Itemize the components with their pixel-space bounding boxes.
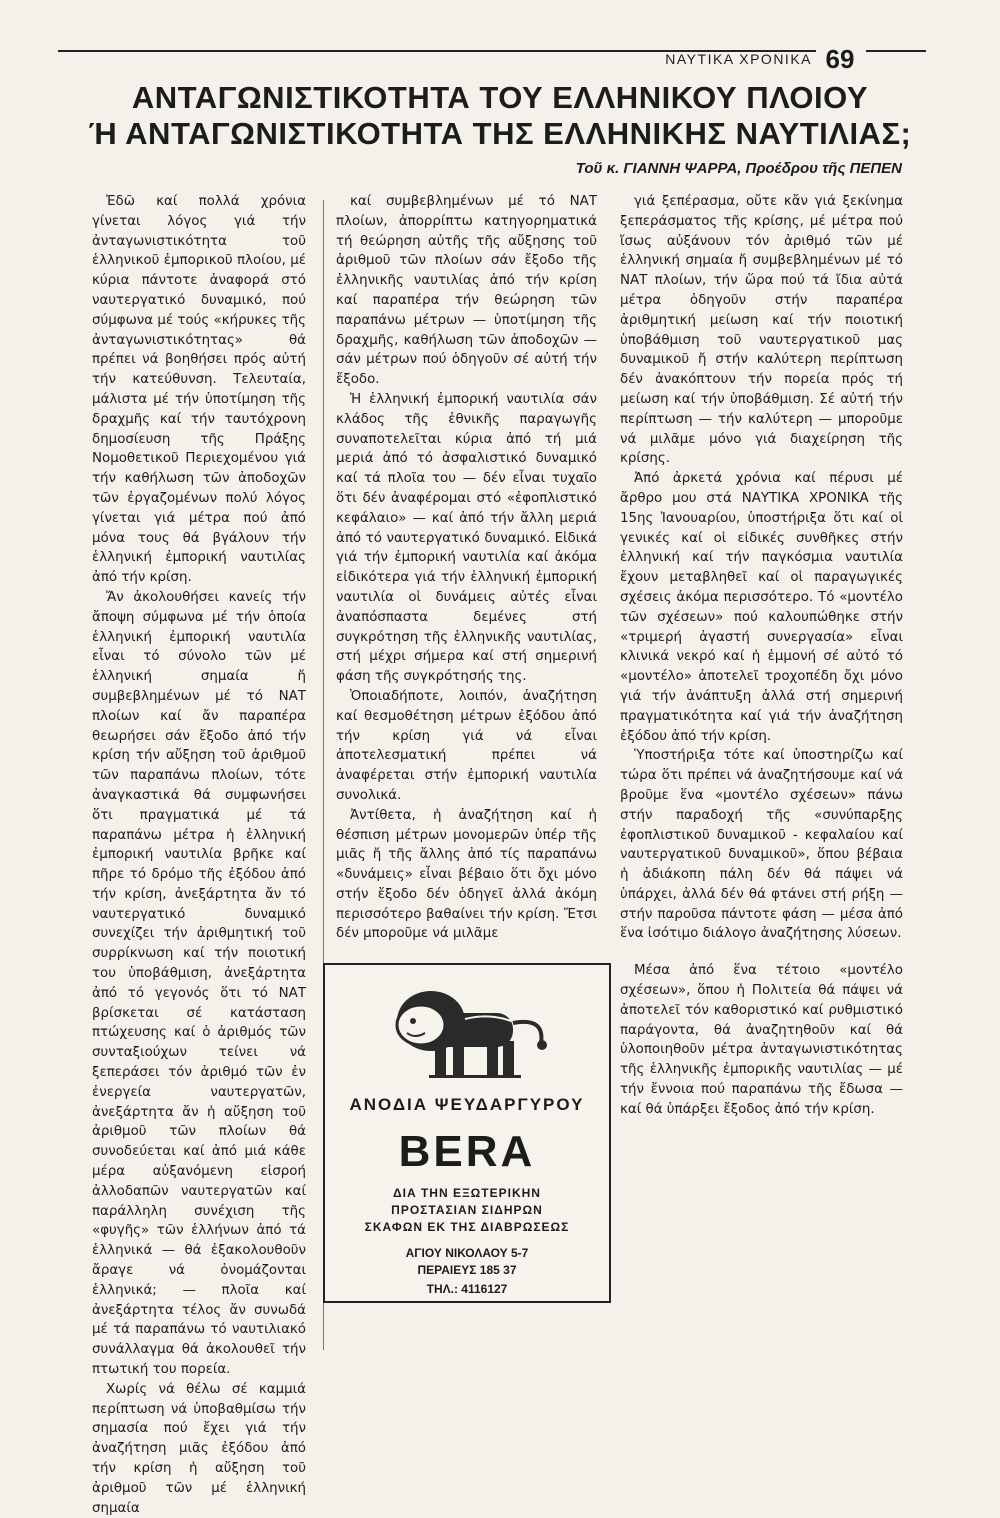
header-rule-right (866, 50, 926, 52)
ad-desc-line: ΣΚΑΦΩΝ ΕΚ ΤΗΣ ΔΙΑΒΡΩΣΕΩΣ (364, 1220, 570, 1234)
column-3 (620, 192, 903, 1322)
ad-address-line: ΠΕΡΑΙΕΥΣ 185 37 (417, 1263, 517, 1277)
paragraph: καί συμβεβλημένων μέ τό ΝΑΤ πλοίων, ἀπορρίπτω κατηγορηματικά τή θεώρηση αὐτῆς τῆς αὔξησης τοῦ ἀριθμοῦ τῶν πλοίων σάν ἔξοδο τῆς ἑλληνικῆς ναυτιλίας ἀπό τήν κρίση καί παραπέρα τήν θεώρηση τῶν παραπάνω μέτρων — ὑποτίμηση τῆς δραχμῆς, καθήλωση τῶν ἀποδοχῶν — σάν μέτρων πού ὁδηγοῦν σέ αὐτή τήν ἔξοδο. (336, 194, 597, 388)
paragraph: Μέσα ἀπό ἕνα τέτοιο «μοντέλο σχέσεων», ὅπου ἡ Πολιτεία θά πάψει νά ἀποτελεῖ τόν καθοριστικό καί ρυθμιστικό παράγοντα, θά ἀναζητηθοῦν καί θά ὑλοποιηθοῦν μέτρα ἀνταγωνιστικότητας τῆς ἑλληνικῆς ἐμπορικῆς ναυτιλίας — μέ τήν ἔννοια πού παραπάνω τῆς ἔδωσα — καί θά ὑπάρξει ἔξοδος ἀπό τήν κρίση. (620, 963, 903, 1117)
column-1 (92, 192, 306, 1516)
article-title (60, 80, 940, 152)
ad-desc-line: ΔΙΑ ΤΗΝ ΕΞΩΤΕΡΙΚΗΝ (393, 1186, 541, 1200)
ad-desc-line: ΠΡΟΣΤΑΣΙΑΝ ΣΙΔΗΡΩΝ (391, 1203, 543, 1217)
paragraph: Ὁποιαδήποτε, λοιπόν, ἀναζήτηση καί θεσμοθέτηση μέτρων ἐξόδου ἀπό τήν κρίση γιά νά εἶναι ἀποτελεσματική πρέπει νά ἀναφέρεται στήν ἐμπορική ναυτιλία συνολικά. (336, 688, 597, 803)
ad-address (325, 1245, 609, 1279)
bera-advertisement (323, 963, 611, 1303)
title-line-1: ΑΝΤΑΓΩΝΙΣΤΙΚΟΤΗΤΑ ΤΟΥ ΕΛΛΗΝΙΚΟΥ ΠΛΟΙΟΥ (131, 80, 869, 115)
ad-brand-logo: BERA (398, 1127, 536, 1176)
ad-description (325, 1185, 609, 1236)
running-head: ΝΑΥΤΙΚΑ ΧΡΟΝΙΚΑ (665, 51, 812, 67)
paragraph: Ἐδῶ καί πολλά χρόνια γίνεται λόγος γιά τήν ἀνταγωνιστικότητα τοῦ ἑλληνικοῦ ἐμπορικοῦ πλοίου, μέ κύρια πάντοτε ἀναφορά στό ναυτεργατικό δυναμικό, πού σύμφωνα μέ τούς «κήρυκες τῆς ἀνταγωνιστικότητας» θά πρέπει νά βοηθήσει πρός αὐτή τήν κατεύθυνση. Τελευταία, μάλιστα μέ τήν ὑποτίμηση τῆς δραχμῆς καί τήν ταυτόχρονη δημοσίευση τῆς Πράξης Νομοθετικοῦ Περιεχομένου γιά τήν καθήλωση τῶν ἀποδοχῶν τῶν ἐργαζομένων πολύ λόγος γίνεται γιά μέτρα πού ἀπό μόνα τους θά βγάλουν τήν ἑλληνική ἐμπορική ναυτιλίας ἀπό τήν κρίση. (92, 194, 306, 586)
ad-address-line: ΑΓΙΟΥ ΝΙΚΟΛΑΟΥ 5-7 (405, 1246, 529, 1260)
paragraph: Χωρίς νά θέλω σέ καμμιά περίπτωση νά ὑποβαθμίσω τήν σημασία πού ἔχει γιά τήν ἀναζήτηση μιᾶς ἐξόδου ἀπό τήν κρίση ἡ αὔξηση τοῦ ἀριθμοῦ τῶν μέ ἑλληνική σημαία (92, 1381, 306, 1516)
page-number: 69 (825, 44, 855, 74)
ad-product-line: ΑΝΟΔΙΑ ΨΕΥΔΑΡΓΥΡΟΥ (349, 1095, 585, 1114)
lion-icon (369, 973, 569, 1085)
paragraph: γιά ξεπέρασμα, οὔτε κἄν γιά ξεκίνημα ξεπεράσματος τῆς κρίσης, μέ μέτρα πού ἴσως αὐξάνουν τόν ἀριθμό τῶν μέ ἑλληνική σημαία ἤ συμβεβλημένων μέ τό ΝΑΤ πλοίων, τήν ὥρα πού τά ἴδια αὐτά μέτρα ὁδηγοῦν στήν παραπέρα ἀριθμητική μείωση καί τήν ποιοτική ὑποβάθμιση τοῦ ναυτεργατικοῦ μας δυναμικοῦ ἤ στήν καλύτερη περίπτωση δέν ἀνακόπτουν τήν πορεία πρός τή μείωση καί τήν ὑποβάθμιση. Σέ αὐτή τήν περίπτωση — τήν καλύτερη — μποροῦμε νά μιλᾶμε μόνο γιά διαχείρηση τῆς κρίσης. (620, 194, 903, 467)
byline: Τοῦ κ. ΓΙΑΝΝΗ ΨΑΡΡΑ, Προέδρου τῆς ΠΕΠΕΝ (575, 160, 902, 177)
paragraph: Ἄν ἀκολουθήσει κανείς τήν ἄποψη σύμφωνα μέ τήν ὁποία ἑλληνική ἐμπορική ναυτιλία εἶναι τό σύνολο τῶν μέ ἑλληνική σημαία ἤ συμβεβλημένων μέ τό ΝΑΤ πλοίων καί ἄν παραπέρα θεωρήσει σάν ἔξοδο ἀπό τήν κρίση τήν αὔξηση τοῦ ἀριθμοῦ τῶν παραπάνω πλοίων, τότε ἀναγκαστικά θά συμφωνήσει ὅτι πραγματικά μέ τά παραπάνω μέτρα ἡ ἑλληνική ἐμπορική ναυτιλία βρῆκε καί πῆρε τό δρόμο τῆς ἐξόδου ἀπό τήν κρίση, ἀνεξάρτητα ἄν τό ναυτεργατικό δυναμικό συνεχίζει τήν ἀριθμητική τοῦ συρρίκνωση καί τήν ποιοτική του ὑποβάθμιση, ἀνεξάρτητα ἀπό τό γεγονός ὅτι τό ΝΑΤ βρίσκεται σέ κατάσταση πτώχευσης καί ὁ ἀριθμός τῶν συνταξιούχων τείνει νά ξεπεράσει τόν ἀριθμό τῶν ἐν ἐνεργεία ναυτεργατῶν, ἀνεξάρτητα ἄν ἡ αὔξηση τοῦ ἀριθμοῦ τῶν πλοίων θά συνοδεύεται καί ἀπό μιά κάθε μέρα αὐξανόμενη εἰσροή ἀλλοδαπῶν ναυτεργατῶν καί παράλληλη συνέχιση τῆς «φυγῆς» τῶν ἑλλήνων ἀπό τά ἑλληνικά — θά ἐξακολουθοῦν ἄραγε νά ὀνομάζονται ἑλληνικά; — πλοῖα καί ἀνεξάρτητα τέλος ἄν συνωδά μέ τά παραπάνω τό ναυτιλιακό συνάλλαγμα θά ἀκολουθεῖ τήν πτωτική του πορεία. (92, 589, 306, 1378)
title-line-2: Ή ΑΝΤΑΓΩΝΙΣΤΙΚΟΤΗΤΑ ΤΗΣ ΕΛΛΗΝΙΚΗΣ ΝΑΥΤΙΛΙΑΣ; (88, 116, 912, 151)
paragraph: Ἀπό ἀρκετά χρόνια καί πέρυσι μέ ἄρθρο μου στά ΝΑΥΤΙΚΑ ΧΡΟΝΙΚΑ τῆς 15ης Ἰανουαρίου, ὑποστήριξα ὅτι καί οἱ γενικές καί οἱ εἰδικές συνθῆκες στήν ἑλληνική καί τήν παγκόσμια ναυτιλία ἔχουν μεταβληθεῖ καί οἱ παραγωγικές σχέσεις ἀκόμα περισσότερο. Τό «μοντέλο τῶν σχέσεων» πού καλουπώθηκε στήν «τριμερή ἀγαστή συνεργασία» εἶναι κλινικά νεκρό καί ἡ ἐμμονή σέ αὐτό τό «μοντέλο» ἀποτελεῖ τροχοπέδη ὄχι μόνο γιά τήν ἀνάπτυξη ἀλλά στή σημερινή πραγματικότητα καί γιά τήν ἀναζήτηση ἐξόδου ἀπό τήν κρίση. (620, 471, 903, 744)
ad-phone: ΤΗΛ.: 4116127 (426, 1282, 508, 1296)
paragraph: Ὑποστήριξα τότε καί ὑποστηρίζω καί τώρα ὅτι πρέπει νά ἀναζητήσουμε καί νά βροῦμε ἕνα «μοντέλο σχέσεων» πάνω στήν παραδοχή τῆς «συνύπαρξης ἐφοπλιστικοῦ δυναμικοῦ - κεφαλαίου καί ναυτεργατικοῦ δυναμικοῦ», ὅπου βέβαια ἡ ἀδιάκοπη πάλη δέν θά πάψει νά ὑπάρχει, ἀλλά δέν θά φτάνει στή ρήξη — στήν παροῦσα πάντοτε φάση — μέσα ἀπό ἕνα ἰσότιμο διάλογο ἀναζήτησης λύσεων. (620, 748, 903, 942)
paragraph: Ἀντίθετα, ἡ ἀναζήτηση καί ἡ θέσπιση μέτρων μονομερῶν ὑπέρ τῆς μιᾶς ἤ τῆς ἄλλης ἀπό τίς παραπάνω «δυνάμεις» εἶναι βέβαιο ὅτι ὄχι μόνο στήν ἔξοδο δέν ὁδηγεῖ ἀλλά ἀκόμη περισσότερο βαθαίνει τήν κρίση. Ἔτσι δέν μποροῦμε νά μιλᾶμε (336, 807, 597, 942)
paragraph: Ἡ ἑλληνική ἐμπορική ναυτιλία σάν κλάδος τῆς ἐθνικῆς παραγωγῆς συναποτελεῖται κύρια ἀπό τή μιά μεριά ἀπό τό ἀσφαλιστικό δυναμικό καί τά πλοῖα του — δέν εἶναι τυχαῖο ὅτι δέν ἀναφέρομαι στό «ἐφοπλιστικό κεφάλαιο» — καί ἀπό τήν ἄλλη μεριά ἀπό τό ναυτεργατικό δυναμικό. Εἰδικά γιά τήν ἐμπορική ναυτιλία καί ἀκόμα εἰδικότερα γιά τήν ἑλληνική ἐμπορική ναυτιλία οἱ δυνάμεις αὐτές εἶναι ἀναπόσπαστα δεμένες στή συγκρότηση τῆς ἑλληνικῆς ναυτιλίας, στή μέχρι σήμερα καί στή σημερινή φάση τῆς συγκρότησής της. (336, 391, 597, 685)
column-2 (336, 192, 597, 962)
